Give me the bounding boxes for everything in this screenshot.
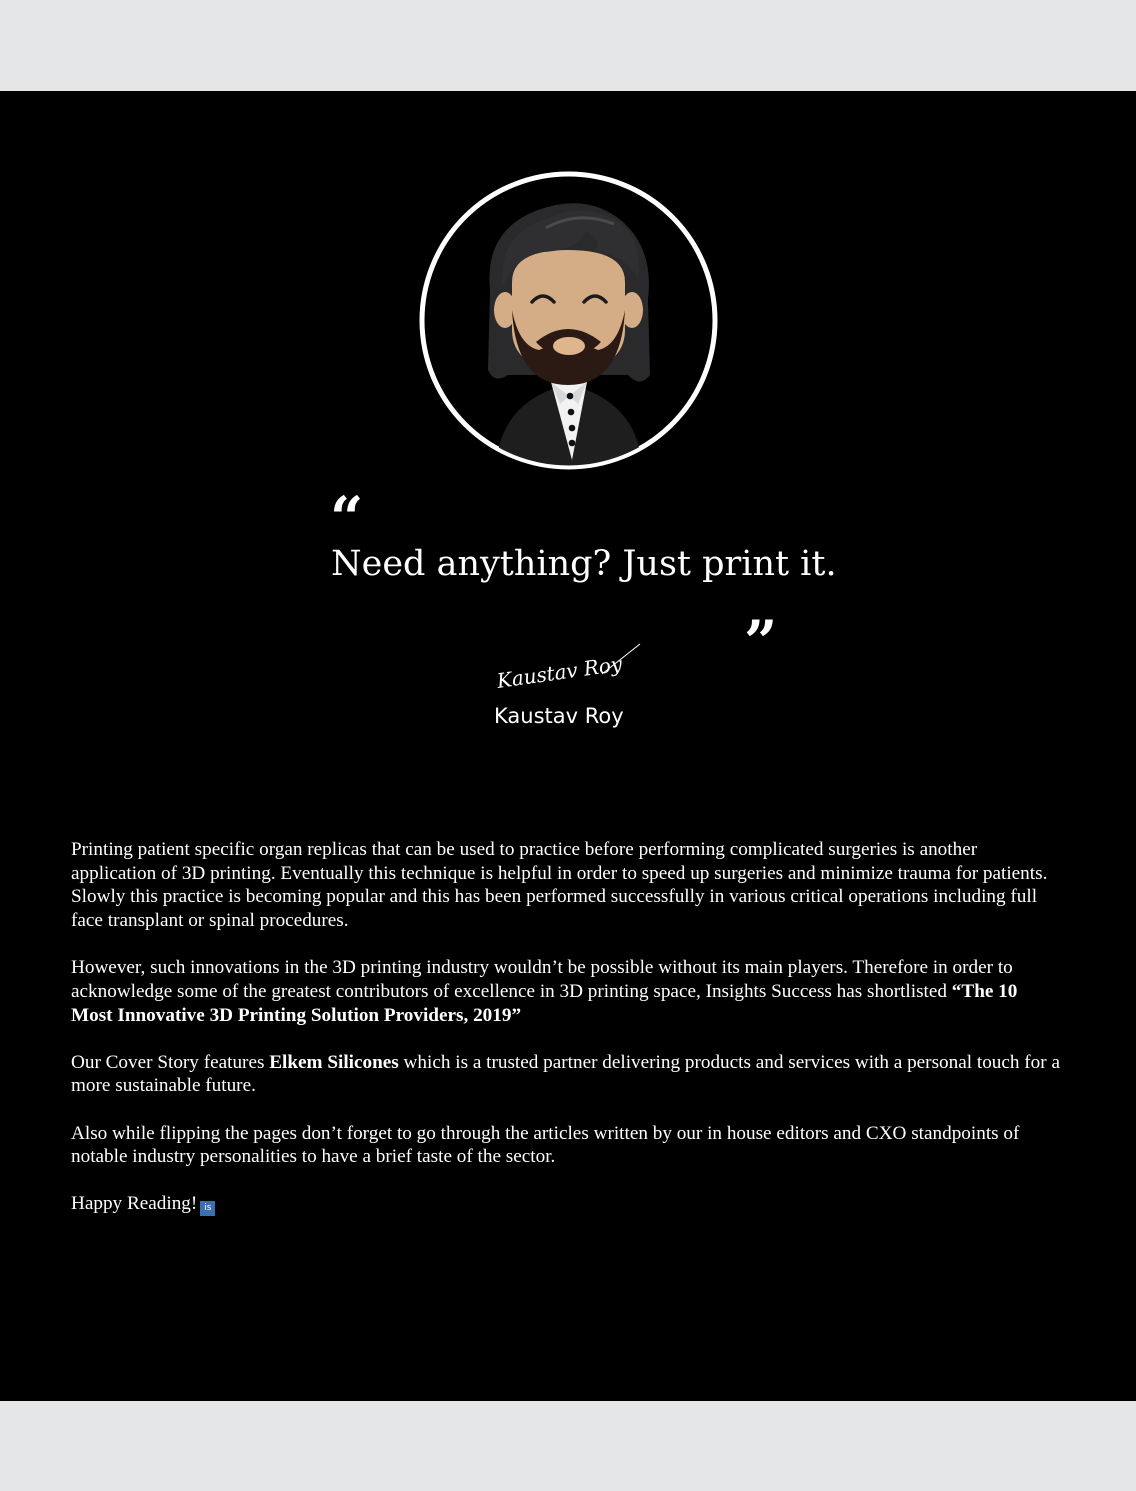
paragraph-1: Printing patient specific organ replicas that can be used to practice before performing complicated surgeries is another application of 3D printing. Eventually this technique is helpful in order to speed up surgeries and minimize trauma for patients. Slowly this practice is becoming popular and this has been performed successfully in various critical operations including full face transplant or spinal procedures.: [71, 839, 1048, 932]
author-name: Kaustav Roy: [494, 704, 624, 728]
close-quote-mark: ”: [744, 608, 778, 676]
list-title: “The 10 Most Innovative 3D Printing Solution Providers, 2019”: [71, 980, 1018, 1026]
paragraph-2-text: However, such innovations in the 3D printing industry wouldn’t be possible without its main players. Therefore in order to acknowledge some of the greatest contributors of excellence in 3D printing space, Insights Success has shortlisted: [71, 957, 1013, 1002]
paragraph-2: [71, 956, 1061, 1027]
svg-text:Kaustav Roy: Kaustav Roy: [495, 651, 624, 693]
bearded-man-avatar-icon: [418, 170, 719, 471]
paragraph-3-before: Our Cover Story features: [71, 1051, 270, 1073]
closing-text: Happy Reading!: [71, 1193, 198, 1215]
open-quote-mark: “: [330, 484, 364, 552]
end-mark-icon: is: [200, 1201, 215, 1216]
editorial-page: [0, 91, 1136, 1401]
closing-line: [71, 1192, 1061, 1216]
cover-story-company: Elkem Silicones: [269, 1051, 399, 1073]
pull-quote: Need anything? Just print it.: [331, 544, 837, 584]
paragraph-3: [71, 1051, 1061, 1098]
article-body: [71, 838, 1061, 1240]
paragraph-3-after: which is a trusted partner delivering products and services with a personal touch for a more sustainable future.: [71, 1051, 1060, 1097]
paragraph-4: Also while flipping the pages don’t forget to go through the articles written by our in house editors and CXO standpoints of notable industry personalities to have a brief taste of the sector.: [71, 1122, 1020, 1168]
signature: [494, 640, 644, 698]
